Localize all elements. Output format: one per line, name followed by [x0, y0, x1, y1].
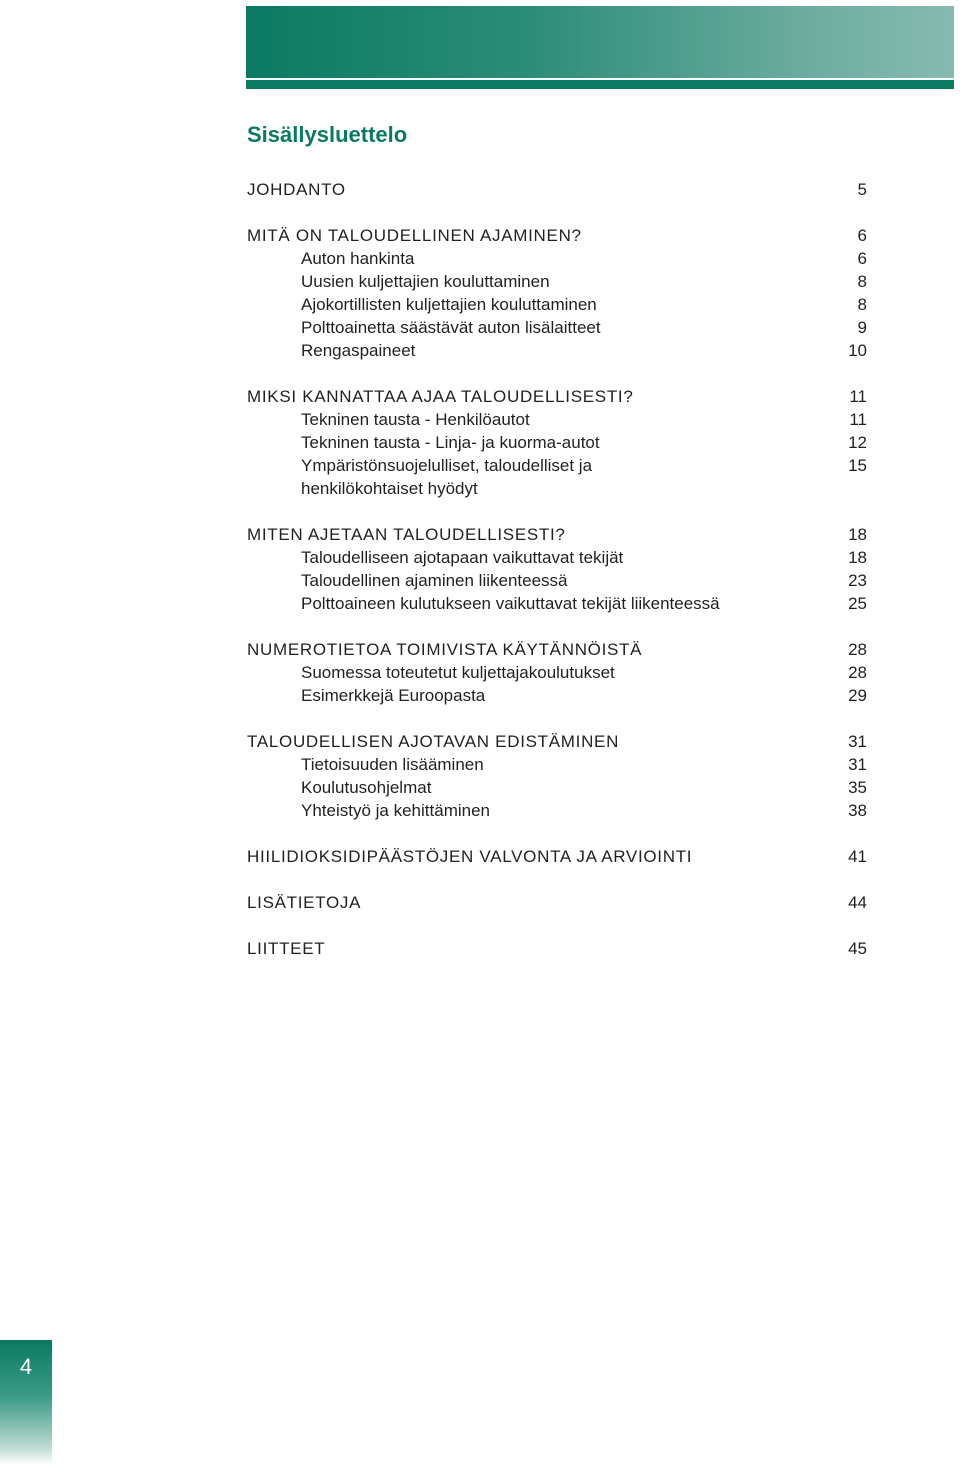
toc-heading-label: MITÄ ON TALOUDELLINEN AJAMINEN?: [247, 226, 582, 245]
toc-section: [247, 638, 887, 707]
toc-item-label: Suomessa toteutetut kuljettajakoulutukset: [301, 663, 615, 682]
toc-heading[interactable]: [247, 638, 887, 661]
toc-page-number: 38: [848, 801, 867, 820]
page-number: 4: [19, 1354, 33, 1379]
toc-item-label: Polttoainetta säästävät auton lisälaitteet: [301, 318, 601, 337]
toc-item-label: Tekninen tausta - Linja- ja kuorma-autot: [301, 433, 600, 452]
toc-page-number: 6: [857, 249, 867, 268]
toc-page-number: 10: [848, 341, 867, 360]
toc-heading-label: JOHDANTO: [247, 180, 346, 199]
toc-section: [247, 178, 887, 201]
toc-item[interactable]: [247, 454, 887, 477]
toc-item-continuation: [247, 477, 887, 500]
toc-item[interactable]: [247, 569, 887, 592]
toc-section: [247, 523, 887, 615]
toc-heading[interactable]: [247, 730, 887, 753]
toc-heading-label: LISÄTIETOJA: [247, 893, 362, 912]
toc-item-label: Taloudelliseen ajotapaan vaikuttavat tekijät: [301, 548, 624, 567]
toc-heading-label: MITEN AJETAAN TALOUDELLISESTI?: [247, 525, 566, 544]
toc-item-label: Ympäristönsuojelulliset, taloudelliset ja: [301, 456, 593, 475]
toc-section: [247, 730, 887, 822]
toc-page-number: 44: [848, 893, 867, 912]
toc-page-number: 11: [849, 387, 867, 406]
toc-item[interactable]: [247, 431, 887, 454]
toc-page-number: 8: [857, 295, 867, 314]
table-of-contents: [247, 178, 887, 983]
toc-heading-label: NUMEROTIETOA TOIMIVISTA KÄYTÄNNÖISTÄ: [247, 640, 643, 659]
toc-item-label: Polttoaineen kulutukseen vaikuttavat tekijät liikenteessä: [301, 594, 720, 613]
toc-item[interactable]: [247, 799, 887, 822]
toc-page-number: 6: [857, 226, 867, 245]
toc-section: [247, 891, 887, 914]
toc-item[interactable]: [247, 293, 887, 316]
toc-item-label: Esimerkkejä Euroopasta: [301, 686, 486, 705]
toc-item-label: Tekninen tausta - Henkilöautot: [301, 410, 530, 429]
toc-page-number: 15: [848, 456, 867, 475]
toc-section: [247, 224, 887, 362]
toc-item[interactable]: [247, 592, 887, 615]
toc-item-label: Tietoisuuden lisääminen: [301, 755, 484, 774]
toc-page-number: 25: [848, 594, 867, 613]
toc-item[interactable]: [247, 270, 887, 293]
toc-page-number: 9: [857, 318, 867, 337]
toc-item-label: Rengaspaineet: [301, 341, 416, 360]
toc-page-number: 11: [849, 410, 867, 429]
toc-page-number: 18: [848, 525, 867, 544]
toc-item[interactable]: [247, 684, 887, 707]
toc-heading[interactable]: [247, 523, 887, 546]
toc-heading[interactable]: [247, 178, 887, 201]
toc-item[interactable]: [247, 753, 887, 776]
toc-page-number: 8: [857, 272, 867, 291]
toc-heading-label: MIKSI KANNATTAA AJAA TALOUDELLISESTI?: [247, 387, 634, 406]
toc-page-number: 41: [848, 847, 867, 866]
toc-item-label: Auton hankinta: [301, 249, 415, 268]
toc-heading-label: HIILIDIOKSIDIPÄÄSTÖJEN VALVONTA JA ARVIOINTI: [247, 847, 693, 866]
toc-heading[interactable]: [247, 845, 887, 868]
toc-title: Sisällysluettelo: [247, 122, 408, 147]
toc-page-number: 12: [848, 433, 867, 452]
toc-section: [247, 385, 887, 500]
toc-item-label: Ajokortillisten kuljettajien kouluttaminen: [301, 295, 597, 314]
toc-item[interactable]: [247, 408, 887, 431]
toc-heading-label: TALOUDELLISEN AJOTAVAN EDISTÄMINEN: [247, 732, 620, 751]
toc-page-number: 31: [848, 755, 867, 774]
toc-page-number: 29: [848, 686, 867, 705]
toc-heading[interactable]: [247, 891, 887, 914]
toc-item-label: Uusien kuljettajien kouluttaminen: [301, 272, 550, 291]
toc-item[interactable]: [247, 546, 887, 569]
toc-item-label: Yhteistyö ja kehittäminen: [301, 801, 490, 820]
toc-page-number: 28: [848, 663, 867, 682]
toc-heading-label: LIITTEET: [247, 939, 326, 958]
toc-item[interactable]: [247, 316, 887, 339]
toc-item[interactable]: [247, 247, 887, 270]
toc-page-number: 18: [848, 548, 867, 567]
toc-item[interactable]: [247, 339, 887, 362]
header-rule: [246, 80, 954, 89]
toc-item-continuation-label: henkilökohtaiset hyödyt: [301, 479, 478, 498]
toc-heading[interactable]: [247, 224, 887, 247]
toc-page-number: 23: [848, 571, 867, 590]
toc-item-label: Taloudellinen ajaminen liikenteessä: [301, 571, 568, 590]
toc-page-number: 45: [848, 939, 867, 958]
toc-section: [247, 845, 887, 868]
header-band: [246, 6, 954, 78]
toc-item[interactable]: [247, 776, 887, 799]
toc-page-number: 31: [848, 732, 867, 751]
toc-heading[interactable]: [247, 937, 887, 960]
toc-heading[interactable]: [247, 385, 887, 408]
toc-item[interactable]: [247, 661, 887, 684]
toc-page-number: 28: [848, 640, 867, 659]
toc-page-number: 35: [848, 778, 867, 797]
toc-section: [247, 937, 887, 960]
toc-page-number: 5: [857, 180, 867, 199]
toc-item-label: Koulutusohjelmat: [301, 778, 432, 797]
